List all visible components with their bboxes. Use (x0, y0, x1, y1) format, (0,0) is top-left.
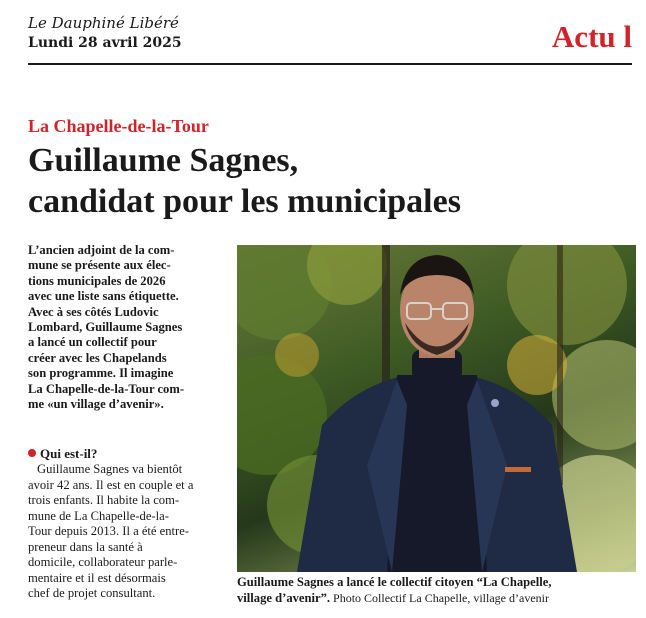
lead-line: La Chapelle-de-la-Tour com- (28, 381, 185, 396)
headline-line: Guillaume Sagnes, (28, 142, 299, 179)
caption-bold: village d’avenir”. (237, 590, 331, 605)
body-line: domicile, collaborateur parle- (28, 555, 178, 569)
body-line: preneur dans la santé à (28, 539, 143, 554)
lead-line: avec une liste sans étiquette. (28, 289, 179, 304)
lead-line: Avec à ses côtés Ludovic (28, 304, 159, 319)
paper-name: Le Dauphiné Libéré (28, 14, 179, 32)
headline-line: candidat pour les municipales (28, 183, 461, 220)
caption-line (237, 591, 637, 607)
body-line: mentaire et il est désormais (28, 570, 166, 585)
section-tag: Actu l (551, 19, 632, 54)
caption-line: Guillaume Sagnes a lancé le collectif citoyen “La Chapelle, (237, 575, 552, 589)
article-headline (28, 140, 628, 222)
article-lead (28, 243, 224, 412)
top-divider (28, 63, 632, 65)
body-line: trois enfants. Il habite la com- (28, 493, 180, 507)
body-line: avoir 42 ans. Il est en couple et a (28, 477, 194, 492)
body-line: mune de La Chapelle-de-la- (28, 508, 169, 523)
bullet-dot-icon (28, 449, 36, 457)
body-line: Tour depuis 2013. Il a été entre- (28, 524, 190, 538)
lead-line: son programme. Il imagine (28, 366, 174, 381)
lead-line: a lancé un collectif pour (28, 335, 157, 350)
photo-credit: Photo Collectif La Chapelle, village d’avenir (330, 590, 549, 605)
masthead (28, 14, 182, 52)
portrait-illustration (237, 245, 636, 572)
photo-caption (237, 575, 637, 606)
body-line: Guillaume Sagnes va bientôt (37, 462, 183, 476)
lead-line: Lombard, Guillaume Sagnes (28, 320, 183, 335)
article-subhead (28, 446, 97, 462)
body-line: chef de projet consultant. (28, 586, 156, 600)
article-body (28, 462, 224, 602)
lead-line: tions municipales de 2026 (28, 273, 166, 288)
article-photo (237, 245, 636, 572)
lead-line: mune se présente aux élec- (28, 258, 171, 273)
lead-line: L’ancien adjoint de la com- (28, 243, 175, 257)
lead-line: créer avec les Chapelands (28, 350, 167, 365)
article-kicker: La Chapelle-de-la-Tour (28, 116, 209, 136)
subhead-text: Qui est-il? (40, 446, 98, 461)
lead-line: me «un village d’avenir». (28, 397, 164, 412)
issue-date: Lundi 28 avril 2025 (28, 35, 182, 51)
